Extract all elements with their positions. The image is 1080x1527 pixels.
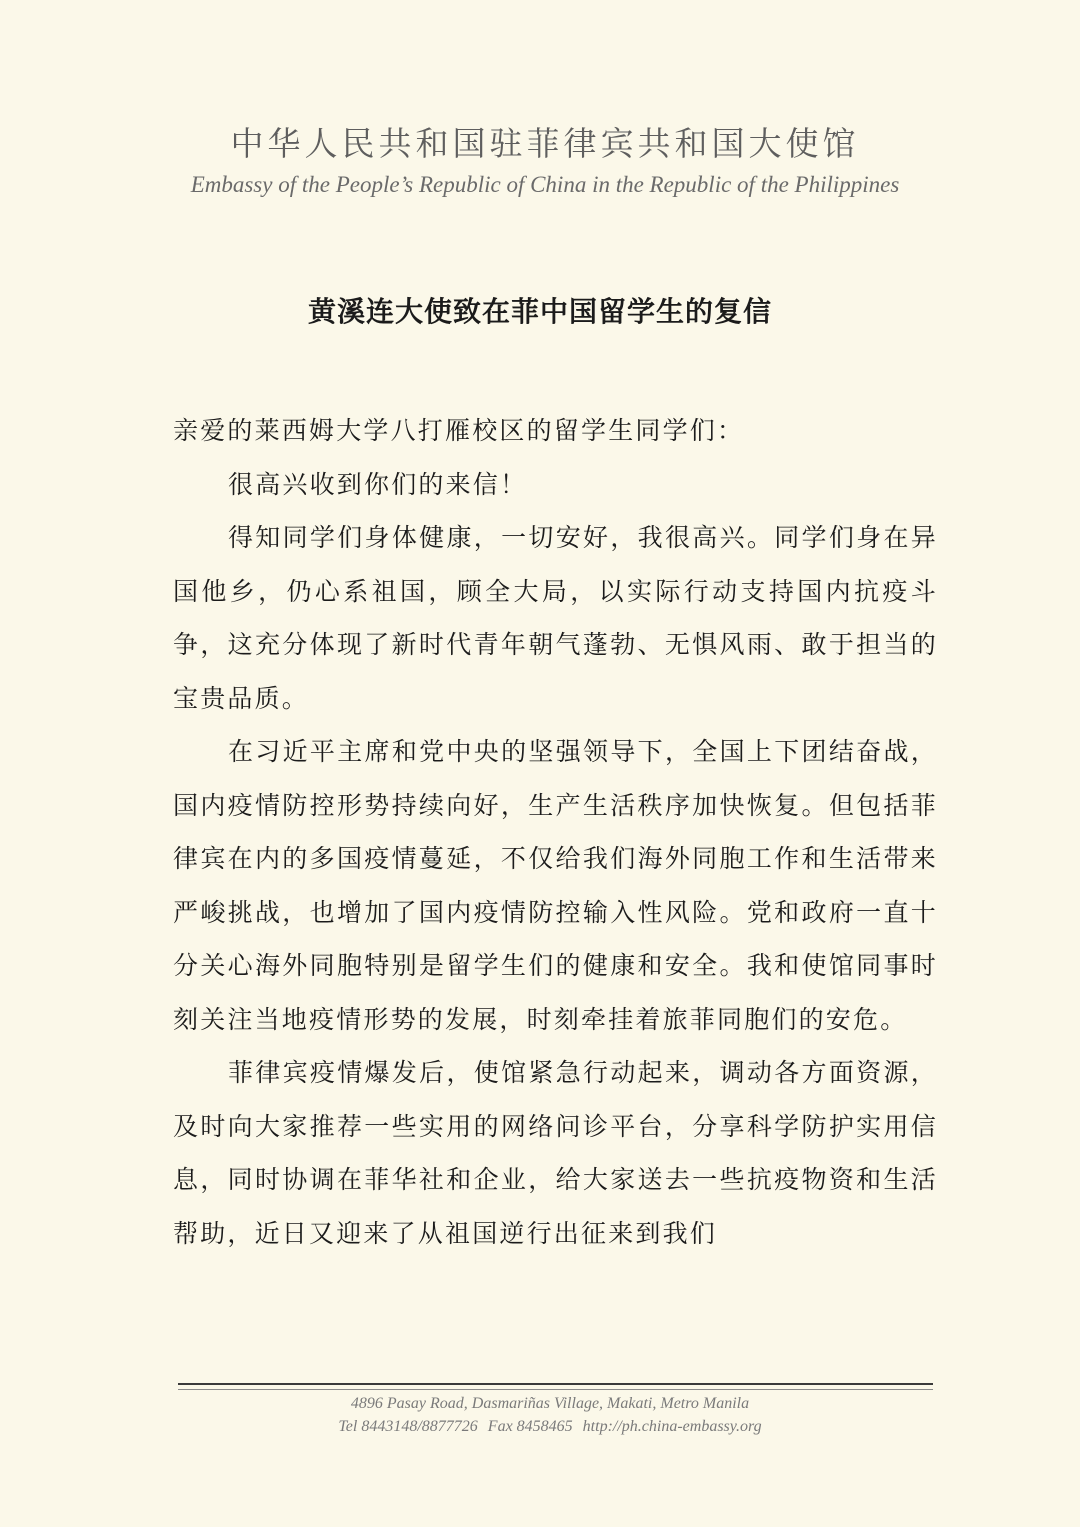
footer-divider-thin [178,1389,933,1390]
footer-contact [10,1415,1080,1438]
letter-paragraph: 菲律宾疫情爆发后，使馆紧急行动起来，调动各方面资源，及时向大家推荐一些实用的网络问诊平台，分享科学防护实用信息，同时协调在菲华社和企业，给大家送去一些抗疫物资和生活帮助，近日又迎来了从祖国逆行出征来到我们 [173,1058,938,1248]
letterhead-chinese: 中华人民共和国驻菲律宾共和国大使馆 [230,124,860,163]
footer-address: 4896 Pasay Road, Dasmariñas Village, Makati, Metro Manila [350,1395,750,1412]
letter-paragraph: 在习近平主席和党中央的坚强领导下，全国上下团结奋战，国内疫情防控形势持续向好，生产生活秩序加快恢复。但包括菲律宾在内的多国疫情蔓延，不仅给我们海外同胞工作和生活带来严峻挑战，也增加了国内疫情防控输入性风险。党和政府一直十分关心海外同胞特别是留学生们的健康和安全。我和使馆同事时刻关注当地疫情形势的发展，时刻牵挂着旅菲同胞们的安危。 [173,737,938,1034]
footer-fax: Fax 8458465 [487,1418,573,1435]
letterhead-english: Embassy of the People’s Republic of China in the Republic of the Philippines [190,172,900,197]
letter-paragraph: 得知同学们身体健康，一切安好，我很高兴。同学们身在异国他乡，仍心系祖国，顾全大局，以实际行动支持国内抗疫斗争，这充分体现了新时代青年朝气蓬勃、无惧风雨、敢于担当的宝贵品质。 [173,523,938,713]
letter-greeting: 亲爱的莱西姆大学八打雁校区的留学生同学们： [173,416,745,445]
letter-body [173,404,938,1260]
footer-website: http://ph.china-embassy.org [582,1418,762,1435]
footer-divider [178,1383,933,1385]
letterhead [0,118,1080,200]
footer [10,1392,1080,1438]
letter-title: 黄溪连大使致在菲中国留学生的复信 [307,295,772,328]
footer-tel: Tel 8443148/8877726 [338,1418,478,1435]
letter-paragraph: 很高兴收到你们的来信！ [228,469,528,499]
